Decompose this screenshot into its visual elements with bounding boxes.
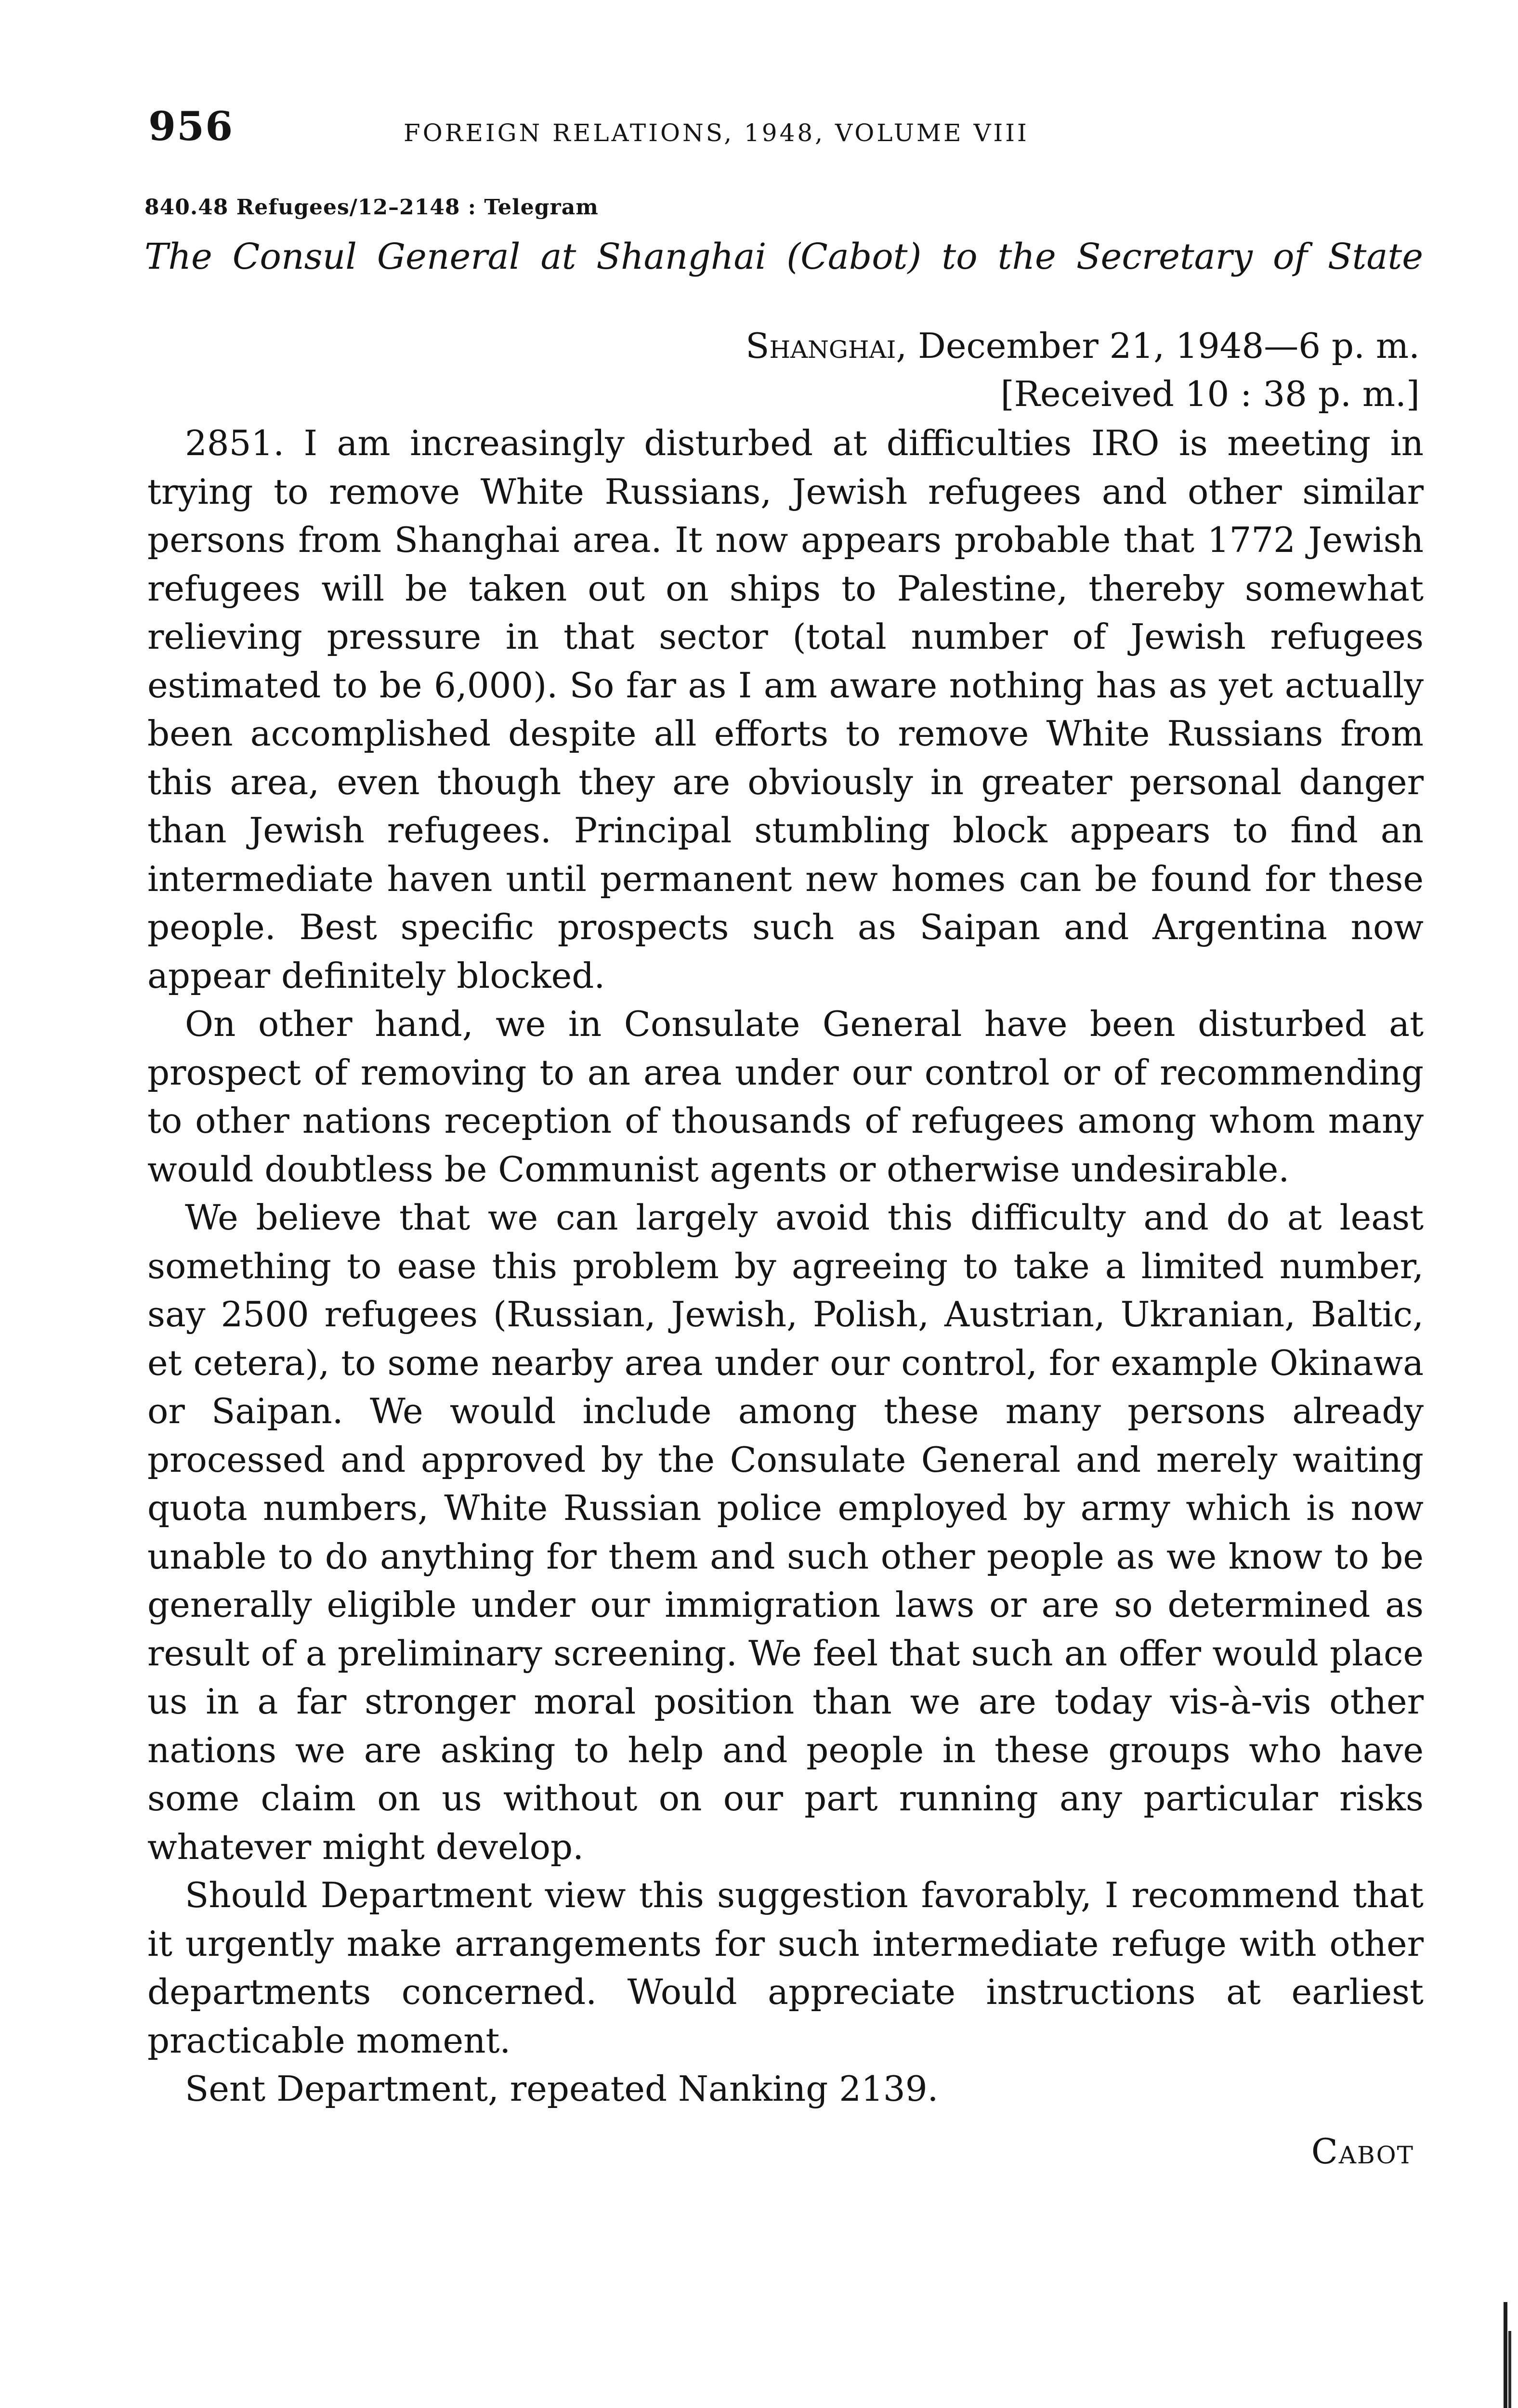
file-reference: 840.48 Refugees/12–2148 : Telegram xyxy=(144,195,599,220)
scan-edge-mark-inner xyxy=(1508,2331,1511,2408)
telegram-body xyxy=(147,419,1424,2113)
scan-edge-mark xyxy=(1504,2302,1507,2408)
dateline-place: Shanghai xyxy=(746,326,896,366)
page-number: 956 xyxy=(148,104,234,150)
running-title: FOREIGN RELATIONS, 1948, VOLUME VIII xyxy=(404,119,1029,147)
document-heading: The Consul General at Shanghai (Cabot) to the Secretary of State xyxy=(144,236,1423,277)
dateline-sent xyxy=(746,322,1420,370)
paragraph-4: Should Department view this suggestion favorably, I recommend that it urgently make arrangements for such intermediate refuge with other departments concerned. Would appreciate instructions at earliest practicable moment. xyxy=(147,1875,1424,2061)
dateline-date: , December 21, 1948—6 p. m. xyxy=(896,326,1420,366)
running-head xyxy=(148,104,1420,157)
paragraph-5: Sent Department, repeated Nanking 2139. xyxy=(185,2068,939,2109)
paragraph-3: We believe that we can largely avoid this difficulty and do at least something to ease this problem by agreeing to take a limited number, say 2500 refugees (Russian, Jewish, Polish, Austrian, Ukranian, Baltic, et cetera), to some nearby area under our control, for example Okinawa or Saipan. We would include among these many persons already processed and approved by the Consulate General and merely waiting quota numbers, White Russian police employed by army which is now unable to do anything for them and such other people as we know to be generally eligible under our immigration laws or are so determined as result of a preliminary screening. We feel that such an offer would place us in a far stronger moral position than we are today vis-à-vis other nations we are asking to help and people in these groups who have some claim on us without on our part running any particular risks whatever might develop. xyxy=(147,1197,1424,1867)
dateline-received: [Received 10 : 38 p. m.] xyxy=(1000,374,1420,414)
paragraph-2: On other hand, we in Consulate General have been disturbed at prospect of removing to an area under our control or of recommending to other nations reception of thousands of refugees among whom many would doubtless be Communist agents or otherwise undesirable. xyxy=(147,1004,1424,1190)
dateline xyxy=(746,322,1420,418)
paragraph-1: 2851. I am increasingly disturbed at difficulties IRO is meeting in trying to remove White Russians, Jewish refugees and other similar persons from Shanghai area. It now appears probable that 1772 Jewish refugees will be taken out on ships to Palestine, thereby somewhat relieving pressure in that sector (total number of Jewish refugees estimated to be 6,000). So far as I am aware nothing has as yet actually been accomplished despite all efforts to remove White Russians from this area, even though they are obviously in greater personal danger than Jewish refugees. Principal stumbling block appears to find an intermediate haven until permanent new homes can be found for these people. Best specific prospects such as Saipan and Argentina now appear definitely blocked. xyxy=(147,423,1424,996)
signature: Cabot xyxy=(1311,2131,1414,2172)
